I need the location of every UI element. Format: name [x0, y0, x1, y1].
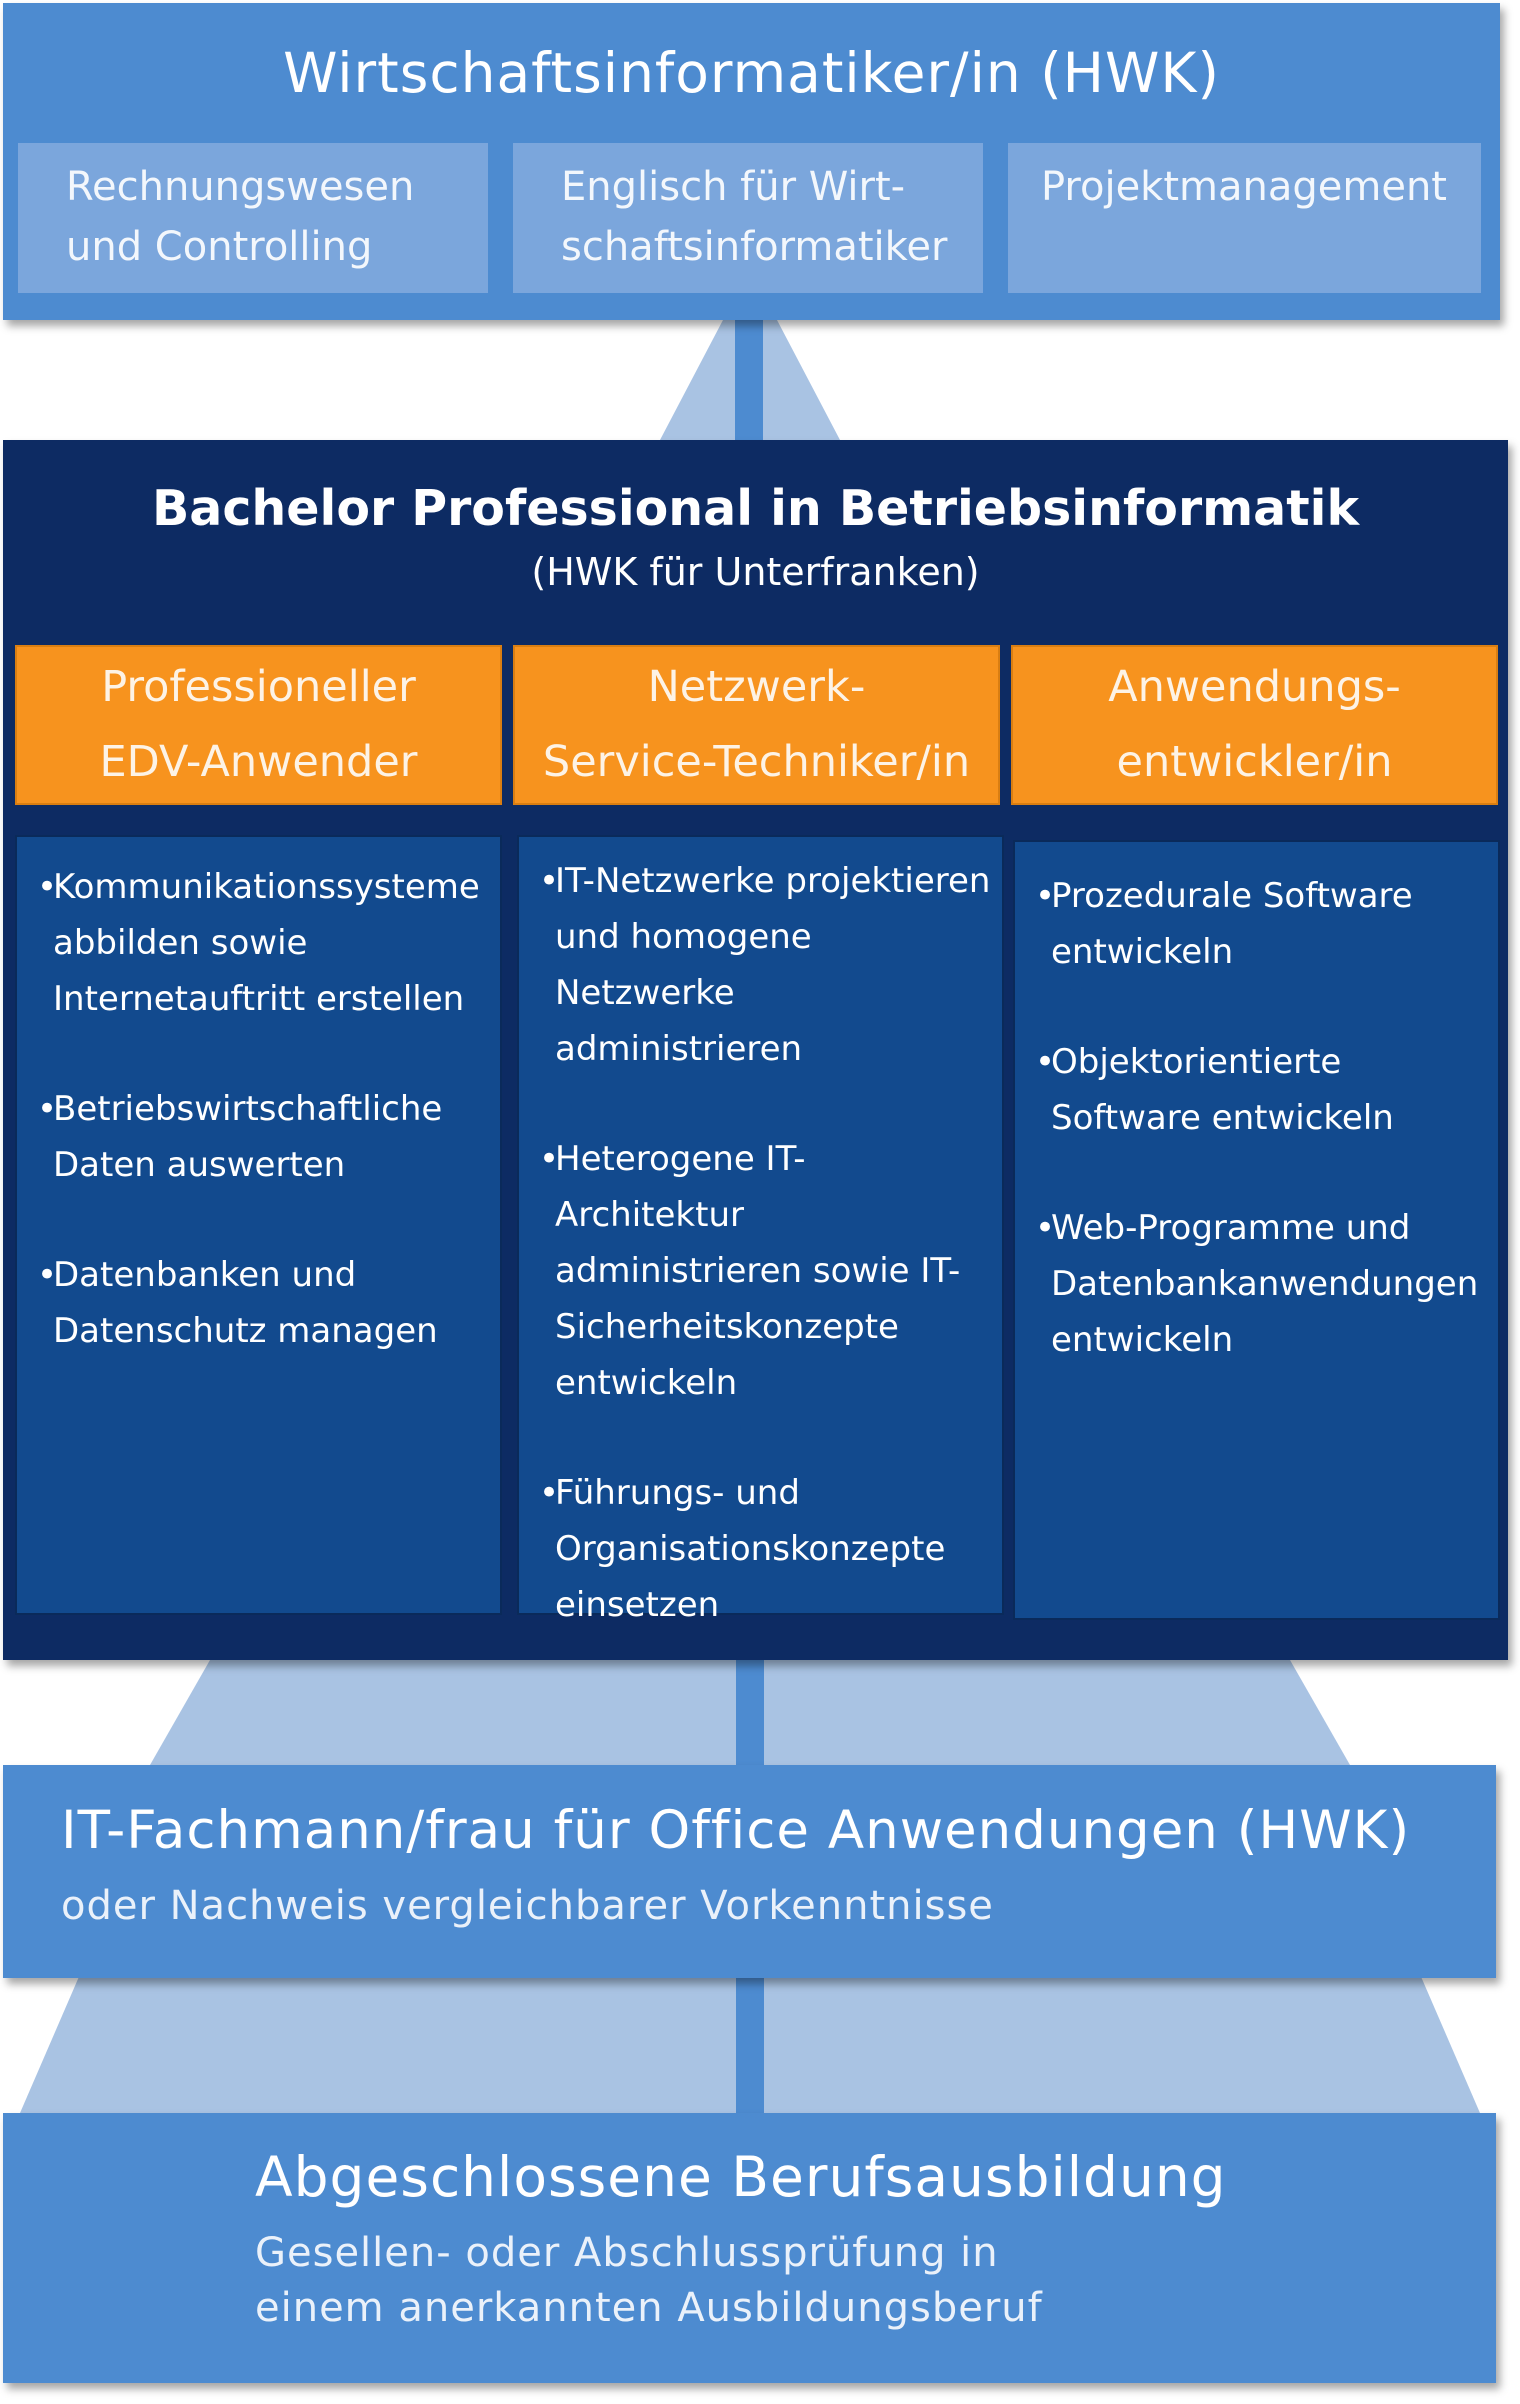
wirtschaftsinformatiker-title: Wirtschaftsinformatiker/in (HWK) — [283, 41, 1220, 105]
it-fachmann-box — [3, 1765, 1496, 1978]
track-header-edv-anwender — [15, 645, 502, 805]
track-header-anwendungsentwickler — [1011, 645, 1498, 805]
it-fachmann-title: IT-Fachmann/frau für Office Anwendungen (HWK) — [61, 1800, 1411, 1861]
list-item: • Web-Programme und Datenbankanwendungen entwickeln — [1035, 1200, 1488, 1368]
list-item: • Kommunikationssysteme abbilden sowie Internetauftritt erstellen — [37, 859, 490, 1027]
it-fachmann-subtitle: oder Nachweis vergleichbarer Vorkenntnisse — [61, 1883, 994, 1929]
berufsausbildung-line2: einem anerkannten Ausbildungsberuf — [255, 2285, 1043, 2331]
track-header-line: Service-Techniker/in — [542, 737, 971, 787]
berufsausbildung-box — [3, 2113, 1496, 2383]
module-line: Rechnungswesen — [66, 164, 415, 210]
track-header-line: Professioneller — [101, 662, 416, 712]
connector-bottom-stem — [736, 1978, 764, 2113]
wirtschaftsinformatiker-box — [3, 3, 1500, 320]
module-line: schaftsinformatiker — [561, 224, 948, 270]
list-item: • Prozedurale Software entwickeln — [1035, 868, 1488, 980]
track-list — [539, 853, 992, 1633]
berufsausbildung-line1: Gesellen- oder Abschlussprüfung in — [255, 2230, 999, 2276]
module-line: und Controlling — [66, 224, 373, 270]
module-line: Englisch für Wirt- — [561, 164, 906, 210]
track-header-line: entwickler/in — [1116, 737, 1393, 787]
list-item: • Datenbanken und Datenschutz managen — [37, 1247, 490, 1359]
track-header-netzwerk-techniker — [513, 645, 1000, 805]
module-projektmanagement — [1008, 143, 1481, 293]
list-item: • Objektorientierte Software entwickeln — [1035, 1034, 1488, 1146]
bachelor-subtitle: (HWK für Unterfranken) — [531, 550, 980, 594]
connector-top-stem — [735, 320, 763, 440]
track-panel-edv-anwender — [15, 835, 502, 1615]
track-list — [37, 859, 490, 1359]
list-item: • IT-Netzwerke projektieren und homogene Netzwerke administrieren — [539, 853, 992, 1077]
track-header-line: EDV-Anwender — [99, 737, 418, 787]
bachelor-box — [3, 440, 1508, 1660]
module-englisch — [513, 143, 983, 293]
berufsausbildung-title: Abgeschlossene Berufsausbildung — [255, 2145, 1227, 2209]
module-rechnungswesen — [18, 143, 488, 293]
track-header-line: Netzwerk- — [647, 662, 866, 712]
track-header-line: Anwendungs- — [1108, 662, 1401, 712]
list-item: • Führungs- und Organisationskonzepte einsetzen — [539, 1465, 992, 1633]
list-item: • Heterogene IT-Architektur administrieren sowie IT-Sicherheitskonzepte entwickeln — [539, 1131, 992, 1411]
track-panel-anwendungsentwickler — [1013, 840, 1500, 1620]
track-list — [1035, 868, 1488, 1368]
track-panel-netzwerk-techniker — [517, 835, 1004, 1625]
connector-middle-stem — [736, 1660, 764, 1765]
list-item: • Betriebswirtschaftliche Daten auswerten — [37, 1081, 490, 1193]
bachelor-title: Bachelor Professional in Betriebsinformatik — [151, 480, 1360, 537]
module-line: Projektmanagement — [1041, 164, 1447, 210]
